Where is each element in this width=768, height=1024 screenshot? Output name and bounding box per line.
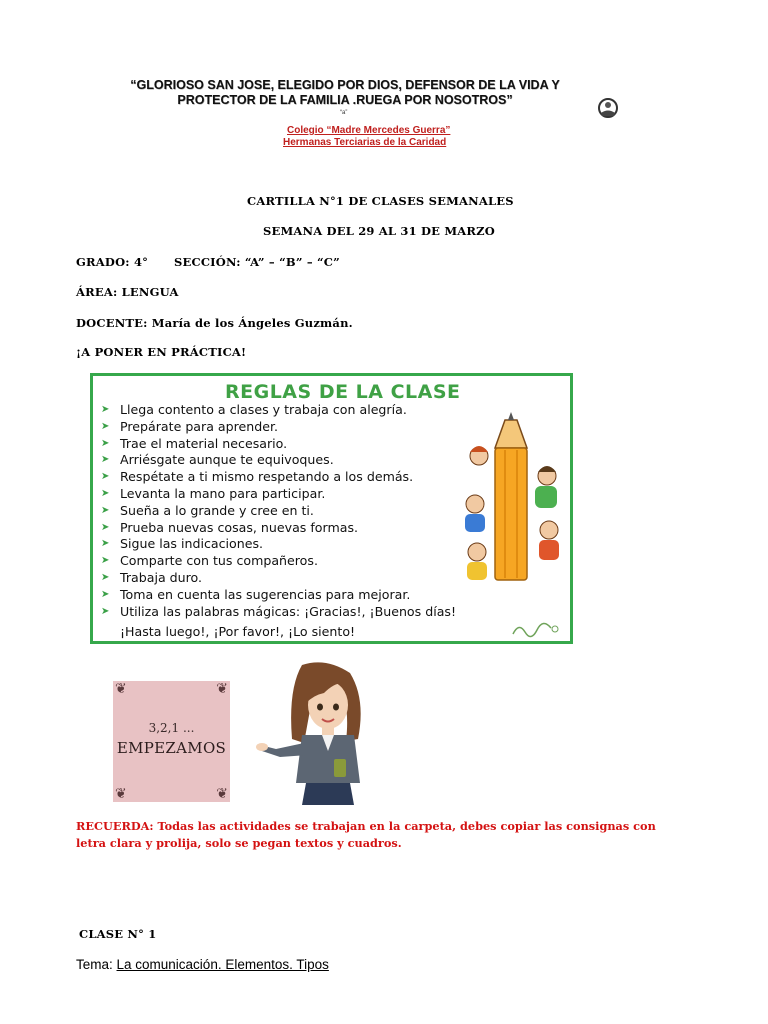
school-name: Colegio “Madre Mercedes Guerra” [287, 125, 451, 136]
rule-item [101, 436, 456, 453]
arrow-bullet-icon: ➤ [101, 420, 110, 432]
rule-text: Prepárate para aprender. [120, 418, 279, 434]
rule-text: Arriésgate aunque te equivoques. [120, 452, 334, 468]
arrow-bullet-icon: ➤ [101, 588, 110, 600]
arrow-bullet-icon: ➤ [101, 471, 110, 483]
rule-text: Trae el material necesario. [120, 435, 288, 451]
teacher-illustration-icon [254, 659, 374, 805]
rule-text: Levanta la mano para participar. [120, 485, 326, 501]
pencil-kids-illustration-icon [461, 410, 569, 590]
class-topic-line [76, 957, 329, 972]
document-title: CARTILLA N°1 DE CLASES SEMANALES [247, 194, 514, 208]
rule-item [101, 452, 456, 469]
rule-item [101, 503, 456, 520]
rule-item [101, 402, 456, 419]
class-title: CLASE N° 1 [79, 927, 157, 941]
arrow-bullet-icon: ➤ [101, 521, 110, 533]
arrow-bullet-icon: ➤ [101, 555, 110, 567]
arrow-bullet-icon: ➤ [101, 504, 110, 516]
corner-ornament-icon: ❦ [216, 681, 228, 697]
rule-text: Prueba nuevas cosas, nuevas formas. [120, 519, 359, 535]
rule-text: Toma en cuenta las sugerencias para mejorar. [120, 586, 411, 602]
rule-item [101, 419, 456, 436]
arrow-bullet-icon: ➤ [101, 437, 110, 449]
card-countdown: 3,2,1 ... [148, 721, 195, 735]
arrow-bullet-icon: ➤ [101, 571, 110, 583]
rule-text: Sueña a lo grande y cree en ti. [120, 502, 314, 518]
corner-ornament-icon: ❦ [115, 681, 127, 697]
corner-ornament-icon: ❦ [216, 786, 228, 802]
rule-item [101, 570, 456, 587]
school-subtitle: Hermanas Terciarias de la Caridad [283, 137, 447, 148]
rules-extra-line: ¡Hasta luego!, ¡Por favor!, ¡Lo siento! [120, 624, 356, 639]
rule-text: Respétate a ti mismo respetando a los demás. [120, 469, 414, 485]
poster-signature-icon [509, 620, 561, 640]
motto-line-1: “GLORIOSO SAN JOSE, ELEGIDO POR DIOS, DEFENSOR DE LA VIDA Y [130, 78, 560, 92]
rule-text: Utiliza las palabras mágicas: ¡Gracias!, ¡Buenos días! [120, 603, 457, 619]
grade-label: GRADO: 4° [76, 255, 149, 269]
motto-line-2: PROTECTOR DE LA FAMILIA .RUEGA POR NOSOTROS” [177, 93, 513, 107]
rule-item [101, 486, 456, 503]
corner-ornament-icon: ❦ [115, 786, 127, 802]
motto-small-mark: “a” [340, 110, 348, 116]
section-label: SECCIÓN: “A” – “B” – “C” [174, 255, 340, 269]
rule-item [101, 587, 456, 604]
rule-item [101, 520, 456, 537]
arrow-bullet-icon: ➤ [101, 605, 110, 617]
teacher-label: DOCENTE: [76, 316, 148, 330]
reminder-note: RECUERDA: Todas las actividades se trabajan en la carpeta, debes copiar las consignas con letra clara y prolija, solo se pegan textos y cuadros. [76, 819, 656, 850]
rule-text: Llega contento a clases y trabaja con alegría. [120, 402, 407, 417]
teacher-name: María de los Ángeles Guzmán. [147, 316, 353, 330]
practice-heading: ¡A PONER EN PRÁCTICA! [76, 345, 247, 359]
rule-item [101, 553, 456, 570]
arrow-bullet-icon: ➤ [101, 487, 110, 499]
header-motto [110, 78, 580, 108]
empezamos-card [113, 681, 230, 802]
area-label: ÁREA: LENGUA [76, 285, 179, 299]
card-word: EMPEZAMOS [116, 739, 227, 757]
rule-item [101, 469, 456, 486]
week-range: SEMANA DEL 29 AL 31 DE MARZO [263, 224, 495, 238]
rule-text: Sigue las indicaciones. [120, 536, 264, 552]
rule-item [101, 604, 456, 621]
rule-text: Trabaja duro. [120, 569, 203, 585]
topic-text: La comunicación. Elementos. Tipos [116, 957, 329, 972]
rules-title: REGLAS DE LA CLASE [225, 381, 461, 403]
arrow-bullet-icon: ➤ [101, 404, 110, 415]
teacher-line [76, 316, 353, 330]
rules-list [101, 402, 456, 620]
rule-item [101, 536, 456, 553]
arrow-bullet-icon: ➤ [101, 454, 110, 466]
school-seal-icon [596, 96, 620, 120]
rule-text: Comparte con tus compañeros. [120, 553, 318, 569]
arrow-bullet-icon: ➤ [101, 538, 110, 550]
class-rules-poster [90, 373, 573, 644]
topic-label: Tema: [76, 957, 117, 972]
